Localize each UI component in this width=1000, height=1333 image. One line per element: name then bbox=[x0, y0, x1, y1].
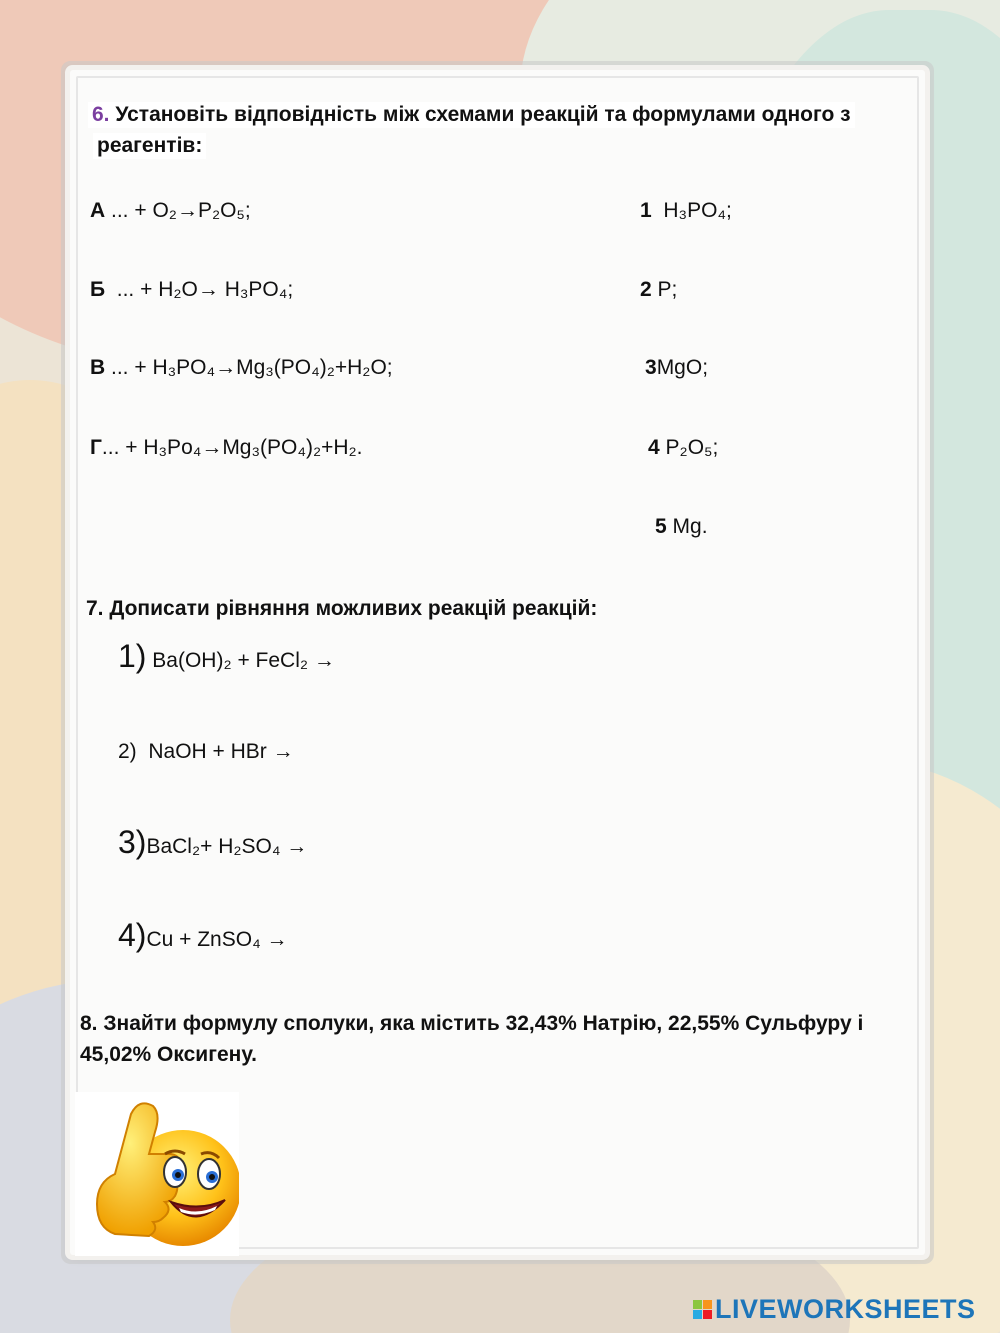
brand-text: LIVEWORKSHEETS bbox=[715, 1294, 976, 1324]
q7-item-3: 3)BaCl₂+ H₂SO₄ → bbox=[118, 824, 308, 860]
liveworksheets-grid-icon bbox=[693, 1300, 712, 1319]
q6-right-item-4: 4 P₂O₅; bbox=[648, 436, 719, 459]
q6-left-item-d: Г... + H₃Po₄→Mg₃(PO₄)₂+H₂. bbox=[90, 436, 363, 459]
q6-right-item-1: 1 H₃PO₄; bbox=[640, 199, 732, 222]
q7-title: 7. Дописати рівняння можливих реакцій реакцій: bbox=[86, 597, 598, 620]
q6-left-item-a: А ... + O₂→P₂O₅; bbox=[90, 199, 251, 222]
q6-text-line2: реагентів: bbox=[93, 133, 206, 159]
q6-text-line1: Установіть відповідність між схемами реакцій та формулами одного з bbox=[115, 103, 851, 126]
q6-right-item-3: 3MgO; bbox=[645, 356, 709, 379]
q6-left-item-c: В ... + H₃PO₄→Mg₃(PO₄)₂+H₂O; bbox=[90, 356, 393, 379]
q6-left-item-b: Б ... + H₂O→ H₃PO₄; bbox=[90, 278, 294, 301]
q6-number: 6. bbox=[92, 103, 110, 126]
q6-right-item-5: 5 Mg. bbox=[655, 515, 708, 538]
thumbs-up-smiley-icon bbox=[75, 1092, 239, 1256]
q6-right-item-2: 2 P; bbox=[640, 278, 678, 301]
q7-item-2: 2) NaOH + HBr → bbox=[118, 740, 294, 763]
q6-title bbox=[88, 102, 855, 128]
liveworksheets-logo bbox=[693, 1294, 976, 1325]
q7-item-4: 4)Cu + ZnSO₄ → bbox=[118, 917, 288, 953]
q8-line2: 45,02% Оксигену. bbox=[80, 1043, 257, 1066]
q7-item-1: 1) Ba(OH)₂ + FeCl₂ → bbox=[118, 638, 335, 674]
q8-line1: 8. Знайти формулу сполуки, яка містить 32,43% Натрію, 22,55% Сульфуру і bbox=[80, 1012, 864, 1035]
